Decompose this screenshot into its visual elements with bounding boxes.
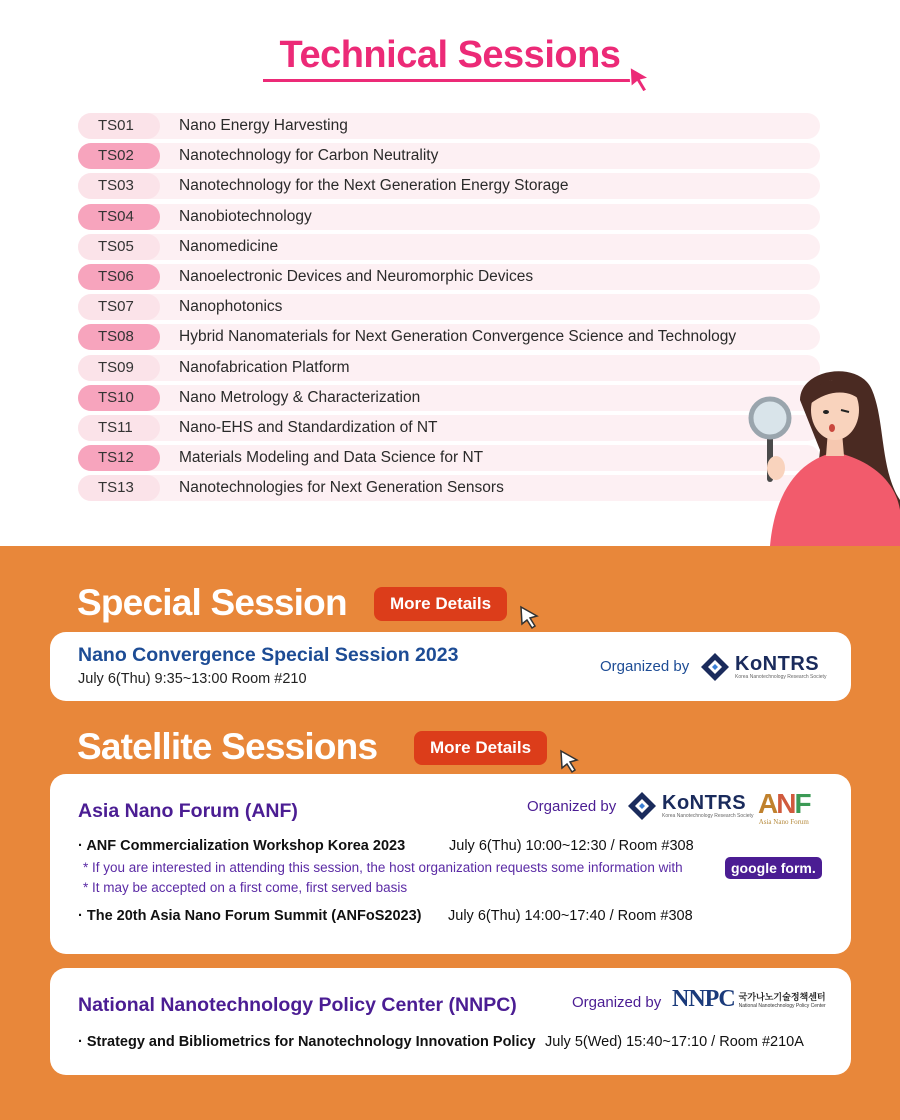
session-name: Nanophotonics bbox=[179, 298, 283, 316]
special-session-time: July 6(Thu) 9:35~13:00 Room #210 bbox=[78, 671, 307, 687]
anf-workshop-name: · ANF Commercialization Workshop Korea 2023 bbox=[78, 838, 406, 854]
session-row bbox=[78, 445, 820, 471]
technical-sessions-title: Technical Sessions bbox=[279, 34, 621, 76]
title-underline bbox=[263, 79, 633, 82]
anf-summit-item bbox=[78, 908, 421, 924]
cursor-icon bbox=[558, 748, 580, 774]
session-code: TS09 bbox=[78, 355, 160, 381]
special-more-details-button[interactable]: More Details bbox=[374, 587, 507, 621]
kontrs-logo-subtext: Korea Nanotechnology Research Society bbox=[662, 813, 754, 819]
session-row bbox=[78, 113, 820, 139]
session-name: Nanomedicine bbox=[179, 237, 279, 255]
session-row bbox=[78, 264, 820, 290]
session-name: Nanobiotechnology bbox=[179, 207, 312, 225]
session-code: TS13 bbox=[78, 475, 160, 501]
nnpc-item-time: July 5(Wed) 15:40~17:10 / Room #210A bbox=[545, 1034, 804, 1050]
session-code: TS12 bbox=[78, 445, 160, 471]
kontrs-diamond-icon bbox=[700, 652, 730, 682]
special-session-heading: Special Session bbox=[77, 582, 347, 623]
session-name: Nanotechnology for Carbon Neutrality bbox=[179, 147, 439, 165]
session-code: TS07 bbox=[78, 294, 160, 320]
session-row bbox=[78, 234, 820, 260]
anf-workshop-time: July 6(Thu) 10:00~12:30 / Room #308 bbox=[449, 838, 694, 854]
kontrs-logo-text: KoNTRS bbox=[735, 653, 820, 675]
session-name: Hybrid Nanomaterials for Next Generation Convergence Science and Technology bbox=[179, 328, 737, 346]
anf-workshop-item bbox=[78, 838, 405, 854]
technical-sessions-section bbox=[0, 0, 900, 546]
session-row bbox=[78, 173, 820, 199]
session-code: TS04 bbox=[78, 204, 160, 230]
kontrs-logo bbox=[700, 652, 826, 682]
google-form-link[interactable]: google form. bbox=[725, 857, 822, 879]
session-code: TS11 bbox=[78, 415, 160, 441]
nnpc-item bbox=[78, 1034, 536, 1050]
session-name: Nano Metrology & Characterization bbox=[179, 388, 421, 406]
session-name: Nano Energy Harvesting bbox=[179, 117, 348, 134]
anf-note-first-come: * It may be accepted on a first come, first served basis bbox=[83, 880, 408, 895]
special-session-card bbox=[50, 632, 851, 701]
anf-title: Asia Nano Forum (ANF) bbox=[78, 800, 298, 822]
nnpc-title: National Nanotechnology Policy Center (NNPC) bbox=[78, 994, 517, 1016]
cursor-icon bbox=[518, 604, 540, 630]
anf-summit-name: · The 20th Asia Nano Forum Summit (ANFoS2023) bbox=[78, 908, 422, 924]
session-row bbox=[78, 204, 820, 230]
anf-logo-subtext: Asia Nano Forum bbox=[758, 818, 809, 826]
kontrs-logo bbox=[627, 791, 753, 821]
session-code: TS05 bbox=[78, 234, 160, 260]
nnpc-logo bbox=[672, 986, 826, 1013]
session-row bbox=[78, 294, 820, 320]
anf-note-form: * If you are interested in attending this session, the host organization requests some information with bbox=[83, 860, 683, 875]
technical-sessions-list bbox=[78, 113, 820, 505]
organized-by-label: Organized by bbox=[600, 658, 690, 675]
nnpc-logo-korean: 국가나노기술정책센터 bbox=[738, 993, 826, 1003]
satellite-more-details-button[interactable]: More Details bbox=[414, 731, 547, 765]
session-code: TS08 bbox=[78, 324, 160, 350]
anf-logo bbox=[758, 790, 810, 826]
anf-card bbox=[50, 774, 851, 954]
session-code: TS02 bbox=[78, 143, 160, 169]
session-row bbox=[78, 324, 820, 350]
organized-by-label: Organized by bbox=[527, 798, 617, 815]
nnpc-card bbox=[50, 968, 851, 1075]
session-row bbox=[78, 143, 820, 169]
session-row bbox=[78, 385, 820, 411]
special-satellite-section bbox=[0, 546, 900, 1120]
session-code: TS06 bbox=[78, 264, 160, 290]
nnpc-item-name: · Strategy and Bibliometrics for Nanotechnology Innovation Policy bbox=[78, 1034, 536, 1050]
session-code: TS01 bbox=[78, 113, 160, 139]
satellite-sessions-heading: Satellite Sessions bbox=[77, 726, 378, 767]
cursor-icon bbox=[627, 64, 653, 94]
girl-magnifier-illustration bbox=[740, 360, 900, 546]
kontrs-diamond-icon bbox=[627, 791, 657, 821]
nnpc-logo-english: National Nanotechnology Policy Center bbox=[738, 1003, 826, 1009]
anf-summit-time: July 6(Thu) 14:00~17:40 / Room #308 bbox=[448, 908, 693, 924]
nnpc-logo-text: NNPC bbox=[672, 986, 735, 1012]
kontrs-logo-subtext: Korea Nanotechnology Research Society bbox=[735, 674, 827, 680]
kontrs-logo-text: KoNTRS bbox=[662, 792, 747, 814]
anf-logo-text: ANF bbox=[758, 788, 810, 819]
session-name: Nanofabrication Platform bbox=[179, 358, 350, 376]
organized-by-label: Organized by bbox=[572, 994, 662, 1011]
session-row bbox=[78, 355, 820, 381]
session-name: Nanotechnologies for Next Generation Sensors bbox=[179, 479, 504, 497]
session-name: Nanoelectronic Devices and Neuromorphic Devices bbox=[179, 267, 534, 285]
session-row bbox=[78, 415, 820, 441]
session-name: Nanotechnology for the Next Generation Energy Storage bbox=[179, 177, 569, 195]
special-session-title: Nano Convergence Special Session 2023 bbox=[78, 644, 459, 666]
session-code: TS03 bbox=[78, 173, 160, 199]
session-code: TS10 bbox=[78, 385, 160, 411]
session-name: Materials Modeling and Data Science for NT bbox=[179, 449, 484, 467]
session-name: Nano-EHS and Standardization of NT bbox=[179, 418, 438, 436]
session-row bbox=[78, 475, 820, 501]
